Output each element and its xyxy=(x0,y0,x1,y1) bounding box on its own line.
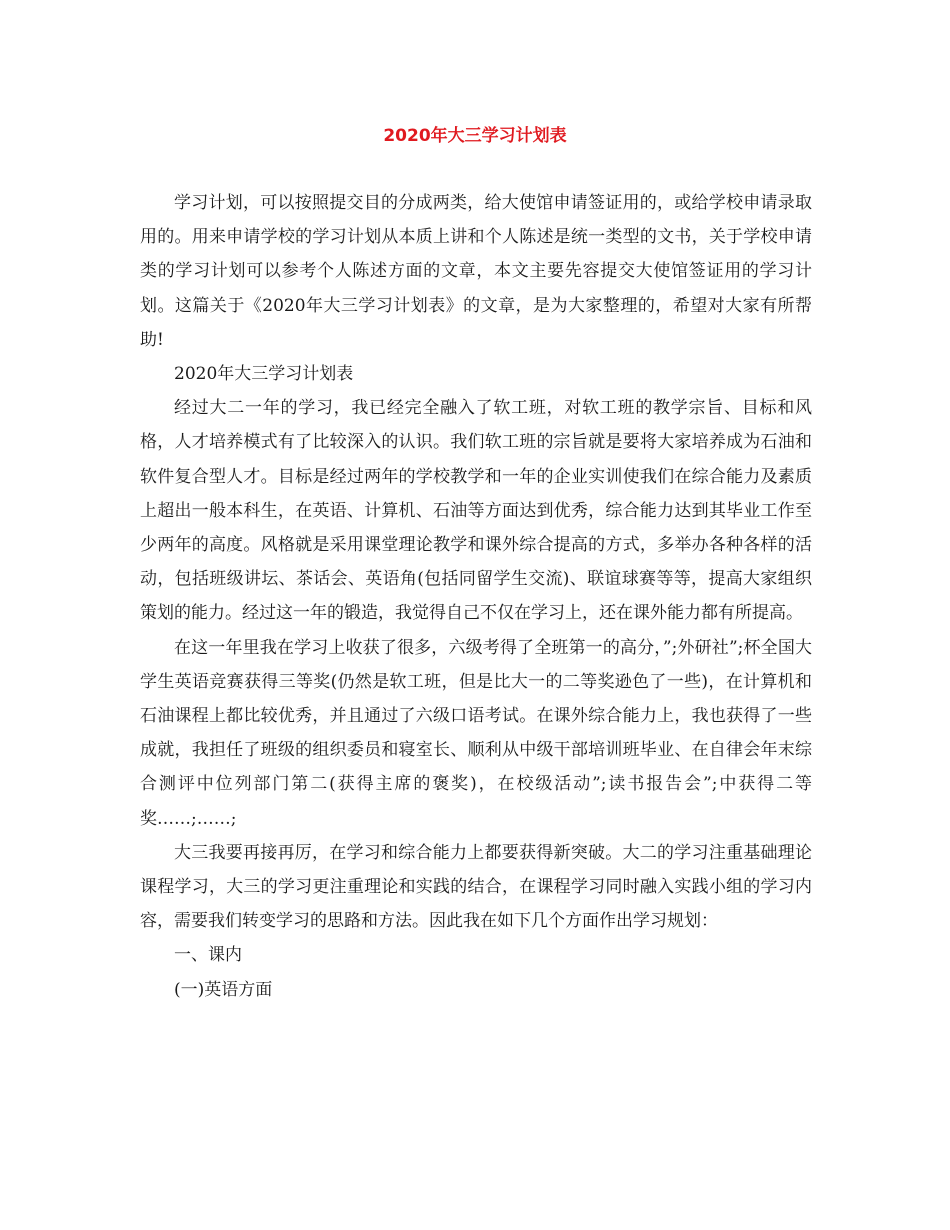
section-heading-in-class: 一、课内 xyxy=(174,945,242,966)
paragraph-review: 经过大二一年的学习，我已经完全融入了软工班，对软工班的教学宗旨、目标和风格，人才培养模式有了比较深入的认识。我们软工班的宗旨就是要将大家培养成为石油和软件复合型人才。目标是经过两年的学校教学和一年的企业实训使我们在综合能力及素质上超出一般本科生，在英语、计算机、石油等方面达到优秀，综合能力达到其毕业工作至少两年的高度。风格就是采用课堂理论教学和课外综合提高的方式，多举办各种各样的活动，包括班级讲坛、茶话会、英语角(包括同留学生交流)、联谊球赛等等，提高大家组织策划的能力。经过这一年的锻造，我觉得自己不仅在学习上，还在课外能力都有所提高。 xyxy=(140,398,812,624)
paragraph-plan: 大三我要再接再厉，在学习和综合能力上都要获得新突破。大二的学习注重基础理论课程学习，大三的学习更注重理论和实践的结合，在课程学习同时融入实践小组的学习内容，需要我们转变学习的思路和方法。因此我在如下几个方面作出学习规划： xyxy=(140,842,812,932)
paragraph-achievements: 在这一年里我在学习上收获了很多，六级考得了全班第一的高分，”;外研社”;杯全国大学生英语竞赛获得三等奖(仍然是软工班，但是比大一的二等奖逊色了一些)，在计算机和石油课程上都比较优秀，并且通过了六级口语考试。在课外综合能力上，我也获得了一些成就，我担任了班级的组织委员和寝室长、顺利从中级干部培训班毕业、在自律会年末综合测评中位列部门第二(获得主席的褒奖)，在校级活动”;读书报告会”;中获得二等奖……;……; xyxy=(140,637,812,829)
section-heading-english: (一)英语方面 xyxy=(174,979,273,1000)
document-body xyxy=(140,186,812,1007)
paragraph-subtitle: 2020年大三学习计划表 xyxy=(174,364,354,385)
paragraph-intro: 学习计划，可以按照提交目的分成两类，给大使馆申请签证用的，或给学校申请录取用的。用来申请学校的学习计划从本质上讲和个人陈述是统一类型的文书，关于学校申请类的学习计划可以参考个人陈述方面的文章，本文主要先容提交大使馆签证用的学习计划。这篇关于《2020年大三学习计划表》的文章，是为大家整理的，希望对大家有所帮助! xyxy=(140,193,812,350)
document-title: 2020年大三学习计划表 xyxy=(383,126,567,146)
